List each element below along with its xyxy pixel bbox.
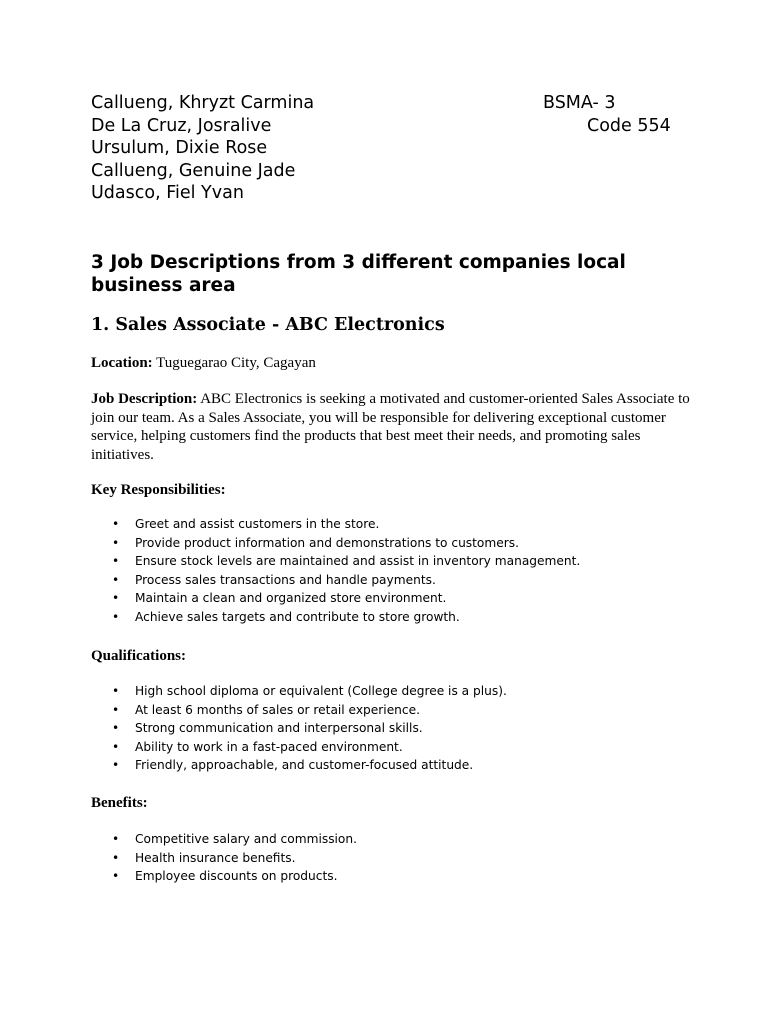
qualifications-heading: Qualifications: — [91, 648, 187, 664]
qualifications-list — [91, 682, 507, 775]
list-item: • Greet and assist customers in the store. — [91, 515, 580, 534]
location-value: Tuguegarao City, Cagayan — [156, 355, 316, 371]
list-item: • At least 6 months of sales or retail experience. — [91, 701, 507, 720]
document-title: 3 Job Descriptions from 3 different companies local business area — [91, 252, 626, 296]
list-item: • Strong communication and interpersonal skills. — [91, 719, 507, 738]
benefits-list — [91, 830, 357, 886]
responsibilities-list — [91, 515, 580, 627]
list-item: • Friendly, approachable, and customer-focused attitude. — [91, 756, 507, 775]
benefits-heading: Benefits: — [91, 795, 148, 811]
author-list — [91, 92, 314, 205]
job-heading: 1. Sales Associate - ABC Electronics — [91, 315, 445, 335]
description-label: Job Description: — [91, 391, 198, 407]
responsibilities-heading: Key Responsibilities: — [91, 482, 226, 498]
list-item: • Maintain a clean and organized store environment. — [91, 589, 580, 608]
list-item: • Health insurance benefits. — [91, 849, 357, 868]
list-item: • Employee discounts on products. — [91, 867, 357, 886]
job-description — [91, 390, 691, 464]
author-name: Callueng, Genuine Jade — [91, 160, 296, 181]
list-item: • Achieve sales targets and contribute to store growth. — [91, 608, 580, 627]
class-code: Code 554 — [587, 116, 671, 136]
author-name: De La Cruz, Josralive — [91, 115, 272, 136]
list-item: • Competitive salary and commission. — [91, 830, 357, 849]
course-label: BSMA- 3 — [543, 93, 616, 113]
list-item: • Ability to work in a fast-paced environment. — [91, 738, 507, 757]
list-item: • Process sales transactions and handle payments. — [91, 571, 580, 590]
list-item: • Ensure stock levels are maintained and assist in inventory management. — [91, 552, 580, 571]
list-item: • Provide product information and demonstrations to customers. — [91, 534, 580, 553]
author-name: Ursulum, Dixie Rose — [91, 138, 268, 159]
list-item: • High school diploma or equivalent (College degree is a plus). — [91, 682, 507, 701]
author-name: Callueng, Khryzt Carmina — [91, 93, 315, 113]
author-name: Udasco, Fiel Yvan — [91, 183, 244, 204]
description-text: ABC Electronics is seeking a motivated and customer-oriented Sales Associate to join our team. As a Sales Associate, you will be responsible for delivering exceptional customer service, helping customers find the products that best meet their needs, and promoting sales initiatives. — [91, 391, 690, 463]
location-label: Location: — [91, 355, 153, 371]
job-location — [91, 354, 316, 373]
